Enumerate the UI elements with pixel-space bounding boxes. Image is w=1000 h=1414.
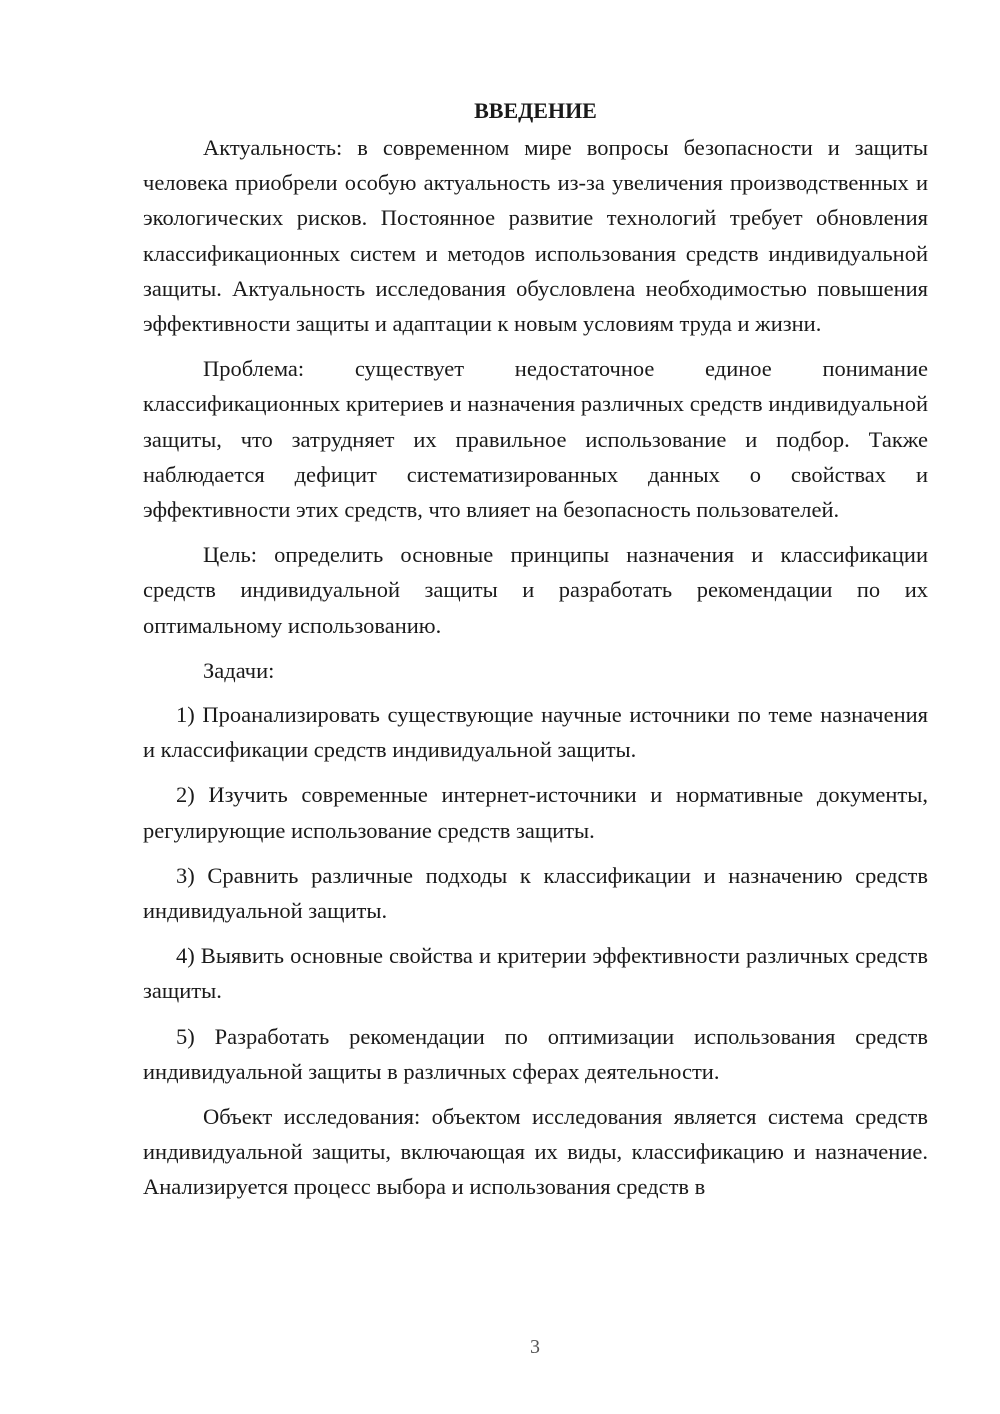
page-body: [143, 95, 928, 1205]
page-number: 3: [530, 1336, 540, 1358]
problem-paragraph: Проблема: существует недостаточное единое понимание классификационных критериев и назначения различных средств индивидуальной защиты, что затрудняет их правильное использование и подбор. Также наблюдается дефицит систематизированных данных о свойствах и эффективности этих средств, что влияет на безопасность пользователей.: [143, 356, 928, 523]
tasks-heading: Задачи:: [203, 657, 275, 683]
section-heading: ВВЕДЕНИЕ: [474, 98, 597, 123]
relevance-paragraph: Актуальность: в современном мире вопросы безопасности и защиты человека приобрели особую актуальность из-за увеличения производственных и экологических рисков. Постоянное развитие технологий требует обновления классификационных систем и методов использования средств индивидуальной защиты. Актуальность исследования обусловлена необходимостью повышения эффективности защиты и адаптации к новым условиям труда и жизни.: [143, 135, 928, 337]
list-item: 2) Изучить современные интернет-источники и нормативные документы, регулирующие использование средств защиты.: [143, 782, 928, 843]
list-item: 4) Выявить основные свойства и критерии эффективности различных средств защиты.: [143, 943, 928, 1004]
goal-paragraph: Цель: определить основные принципы назначения и классификации средств индивидуальной защиты и разработать рекомендации по их оптимальному использованию.: [143, 542, 928, 638]
object-paragraph: Объект исследования: объектом исследования является система средств индивидуальной защиты, включающая их виды, классификацию и назначение. Анализируется процесс выбора и использования средств в: [143, 1104, 928, 1200]
list-item: 3) Сравнить различные подходы к классификации и назначению средств индивидуальной защиты.: [143, 862, 928, 924]
list-item: 1) Проанализировать существующие научные источники по теме назначения и классификации средств индивидуальной защиты.: [143, 702, 928, 763]
tasks-list: [143, 697, 928, 1089]
list-item: 5) Разработать рекомендации по оптимизации использования средств индивидуальной защиты в различных сферах деятельности.: [143, 1023, 928, 1084]
